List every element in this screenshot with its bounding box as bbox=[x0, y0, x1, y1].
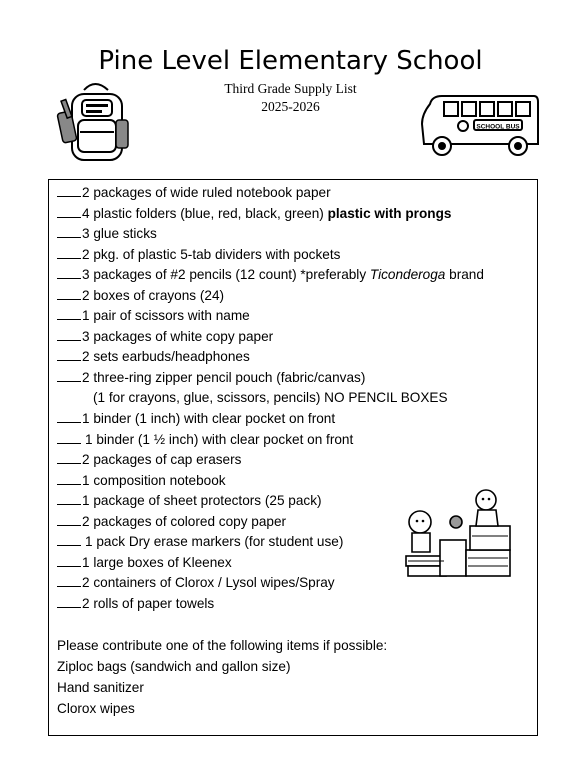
supply-item bbox=[57, 368, 484, 389]
contribution-item: Hand sanitizer bbox=[57, 680, 144, 695]
supply-item-brand: Ticonderoga bbox=[369, 267, 446, 283]
school-name: Pine Level Elementary School bbox=[98, 46, 483, 76]
checkbox-blank-line bbox=[57, 596, 81, 608]
supply-item bbox=[57, 573, 484, 594]
supply-item-text: 2 three-ring zipper pencil pouch (fabric/canvas) bbox=[82, 369, 366, 385]
supply-item-text: 1 pack Dry erase markers (for student use) bbox=[85, 534, 344, 550]
supply-item bbox=[57, 532, 484, 553]
checkbox-blank-line bbox=[57, 308, 81, 320]
checkbox-blank-line bbox=[57, 555, 81, 567]
contribution-heading: Please contribute one of the following items if possible: bbox=[57, 638, 388, 653]
supply-item-text: 2 rolls of paper towels bbox=[82, 595, 215, 611]
supply-item-text: 2 containers of Clorox / Lysol wipes/Spray bbox=[82, 575, 335, 591]
checkbox-blank-line bbox=[57, 452, 81, 464]
checkbox-blank-line bbox=[57, 206, 81, 218]
supply-item bbox=[57, 245, 484, 266]
checkbox-blank-line bbox=[57, 288, 81, 300]
supply-item bbox=[57, 327, 484, 348]
supply-item bbox=[57, 306, 484, 327]
supply-item-text: 3 packages of #2 pencils (12 count) *preferably bbox=[82, 267, 370, 283]
supply-item-text: (1 for crayons, glue, scissors, pencils) NO PENCIL BOXES bbox=[93, 390, 448, 406]
supply-item bbox=[57, 491, 484, 512]
checkbox-blank-line bbox=[57, 514, 81, 526]
supply-item-text: 2 packages of wide ruled notebook paper bbox=[82, 185, 331, 200]
supply-item bbox=[57, 224, 484, 245]
checkbox-blank-line bbox=[57, 226, 81, 238]
supply-item bbox=[57, 430, 484, 451]
supply-item bbox=[57, 286, 484, 307]
list-title: Third Grade Supply List bbox=[224, 81, 357, 96]
supply-item-text: 1 package of sheet protectors (25 pack) bbox=[82, 493, 322, 509]
checkbox-blank-line bbox=[57, 247, 81, 259]
supply-item-text: 1 binder (1 ½ inch) with clear pocket on front bbox=[85, 431, 354, 447]
supply-item-text: 3 glue sticks bbox=[82, 226, 157, 242]
supply-item-text: 2 sets earbuds/headphones bbox=[82, 349, 250, 365]
checkbox-blank-line bbox=[57, 185, 81, 197]
supply-item bbox=[57, 388, 484, 409]
supply-item bbox=[57, 183, 484, 204]
contribution-item: Ziploc bags (sandwich and gallon size) bbox=[57, 659, 291, 674]
checkbox-blank-line bbox=[57, 534, 81, 546]
school-bus-icon bbox=[416, 90, 540, 160]
supply-item-text: 1 large boxes of Kleenex bbox=[82, 554, 232, 570]
supply-item bbox=[57, 409, 484, 430]
backpack-icon bbox=[56, 80, 134, 166]
supply-item bbox=[57, 553, 484, 574]
checkbox-blank-line bbox=[57, 432, 81, 444]
checkbox-blank-line bbox=[57, 493, 81, 505]
supply-item-text: 2 packages of cap erasers bbox=[82, 452, 242, 468]
checkbox-blank-line bbox=[57, 370, 81, 382]
supply-item-text-suffix: brand bbox=[445, 267, 484, 283]
supply-item bbox=[57, 204, 484, 225]
contribution-item: Clorox wipes bbox=[57, 701, 135, 716]
supply-list bbox=[57, 183, 484, 614]
supply-item-text: 2 boxes of crayons (24) bbox=[82, 287, 225, 303]
checkbox-blank-line bbox=[57, 473, 81, 485]
supply-item-text: 1 composition notebook bbox=[82, 472, 226, 488]
supply-item-text: 2 packages of colored copy paper bbox=[82, 513, 287, 529]
checkbox-blank-line bbox=[57, 329, 81, 341]
checkbox-blank-line bbox=[57, 411, 81, 423]
checkbox-blank-line bbox=[57, 267, 81, 279]
supply-item-text: 4 plastic folders (blue, red, black, green) bbox=[82, 205, 328, 221]
checkbox-blank-line bbox=[57, 575, 81, 587]
supply-item-text: 1 binder (1 inch) with clear pocket on front bbox=[82, 411, 336, 427]
supply-item bbox=[57, 265, 484, 286]
supply-item bbox=[57, 471, 484, 492]
supply-item-text: 3 packages of white copy paper bbox=[82, 328, 274, 344]
supply-item bbox=[57, 347, 484, 368]
bus-sign-text: SCHOOL BUS bbox=[476, 123, 520, 131]
checkbox-blank-line bbox=[57, 349, 81, 361]
supply-item-text: 2 pkg. of plastic 5-tab dividers with pockets bbox=[82, 246, 341, 262]
supply-item bbox=[57, 512, 484, 533]
supply-item-text: 1 pair of scissors with name bbox=[82, 308, 250, 324]
supply-item bbox=[57, 450, 484, 471]
supply-item-emphasis: plastic with prongs bbox=[327, 205, 452, 221]
school-year: 2025-2026 bbox=[261, 99, 320, 114]
contribution-list bbox=[57, 635, 387, 719]
supply-item bbox=[57, 594, 484, 615]
